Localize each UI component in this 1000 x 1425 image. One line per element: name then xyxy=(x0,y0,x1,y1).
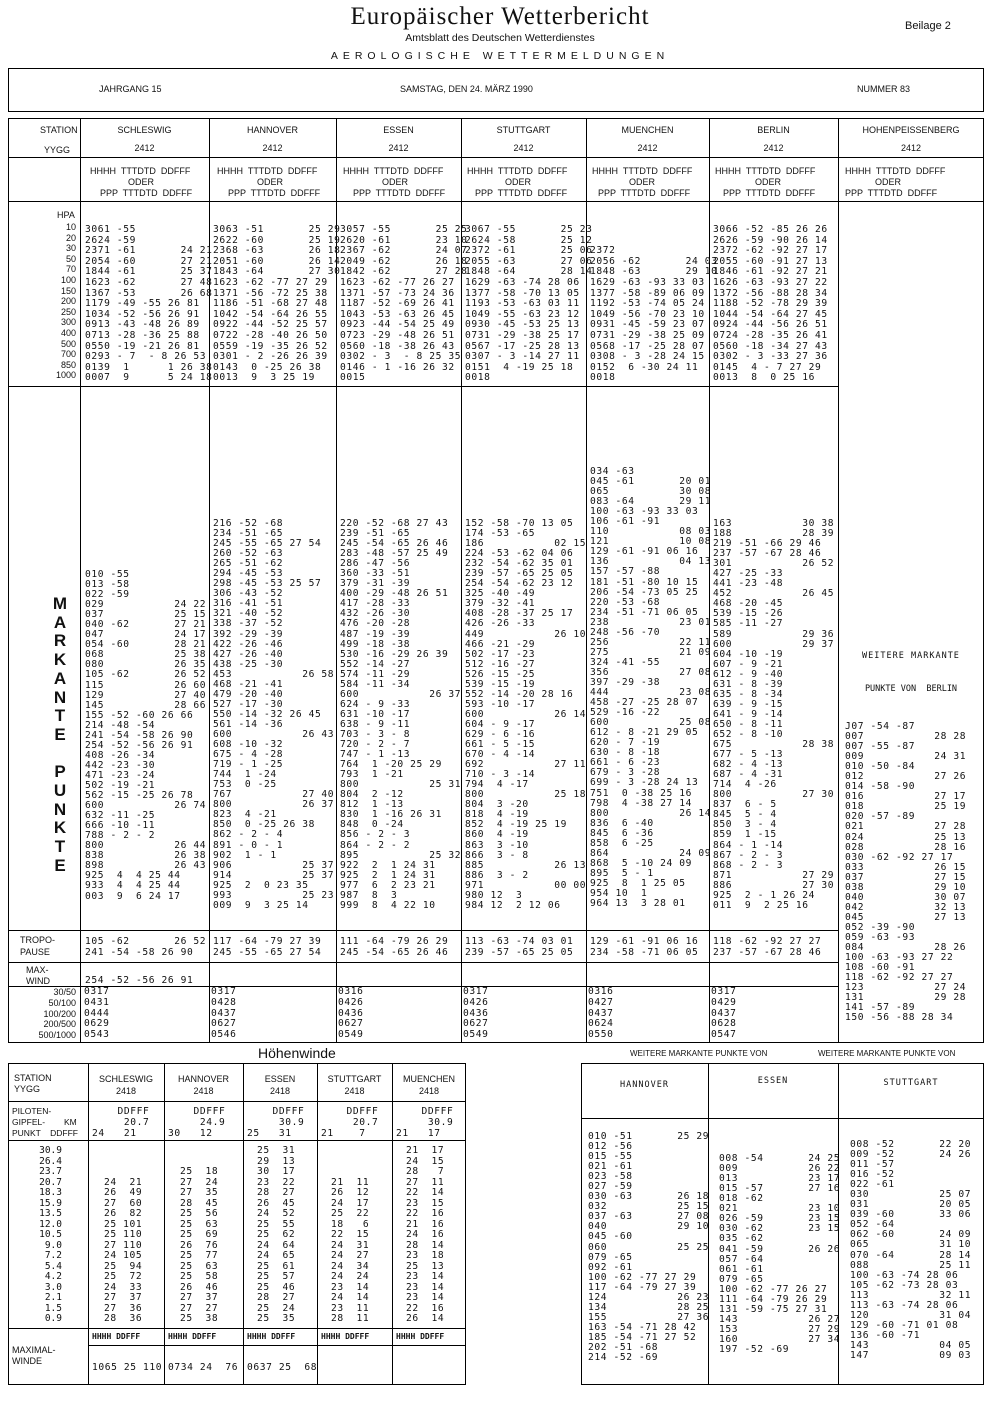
station-time-berlin: 2412 xyxy=(763,143,784,153)
weitere-berlin-data: J07 -54 -87 007 28 28 007 -55 -87 009 24 31 010 -50 -84 012 27 26 014 -58 -90 016 27 17 018 25 19 020 -57 -89 021 27 28 024 25 13 028 28 16 030 -62 -92 27 17 033 26 15 037 27 15 038 29 10 040 30 07 042 32 13 045 27 13 052 -39 -90 059 -63 -93 084 28 26 100 -63 -93 27 22 108 -60 -91 118 -62 -92 27 27 123 27 24 131 29 28 141 -57 -89 150 -56 -88 28 34 xyxy=(845,721,967,1024)
std-levels-muenchen: 2372 2056 -62 24 03 1848 -63 29 10 1629 -63 -93 33 03 1377 -58 -89 06 09 1192 -53 -74 05 24 1049 -56 -70 23 10 0931 -45 -59 23 07 0731 -29 -38 25 09 0568 -17 -25 28 07 0308 - 3 -28 24 15 0152 6 -30 24 11 0018 xyxy=(590,245,718,384)
winds-muenchen: 21 17 24 15 28 7 27 11 22 14 23 15 22 16 21 16 24 16 28 14 23 18 25 13 23 14 23 14 23 14 22 16 26 14 xyxy=(406,1145,445,1324)
hw-time-essen: 2418 xyxy=(269,1086,291,1096)
hw-maxwind-label: MAXIMAL- WINDE xyxy=(12,1345,56,1366)
weitere-head-left: WEITERE MARKANTE PUNKTE VON xyxy=(630,1049,768,1058)
station-name-essen: ESSEN xyxy=(383,125,414,135)
shear-essen: 0316 0426 0436 0627 0549 xyxy=(338,986,364,1041)
tropo-berlin: 118 -62 -92 27 27 237 -57 -67 28 46 xyxy=(713,936,822,958)
hw-station-essen: ESSEN xyxy=(264,1074,296,1084)
supplement-label: Beilage 2 xyxy=(905,20,951,32)
yygg-label: YYGG xyxy=(44,145,71,155)
page-title: Europäischer Wetterbericht xyxy=(350,3,650,30)
shear-berlin: 0317 0429 0437 0628 0547 xyxy=(711,986,737,1041)
tropo-stuttgart: 113 -63 -74 03 01 239 -57 -65 25 05 xyxy=(465,936,574,958)
tropopause-label: TROPO- PAUSE xyxy=(20,935,55,957)
station-time-muenchen: 2412 xyxy=(637,143,658,153)
pilot-stuttgart: DDFFF 20.7 21 7 xyxy=(321,1106,379,1139)
shear-hannover: 0317 0428 0437 0627 0546 xyxy=(211,986,237,1041)
station-name-hohenpeissenberg: HOHENPEISSENBERG xyxy=(862,125,960,135)
colhead-top: HHHH TTTDTD DDFFF xyxy=(90,166,191,176)
hw-maxwind-head: HHHH DDFFF xyxy=(92,1332,141,1341)
station-name-hannover: HANNOVER xyxy=(246,125,298,135)
colhead-bot: PPP TTTDTD DDFFF xyxy=(353,188,446,198)
issue-number: NUMMER 83 xyxy=(857,84,911,94)
hw-time-schleswig: 2418 xyxy=(115,1086,137,1096)
station-name-schleswig: SCHLESWIG xyxy=(117,125,172,135)
station-time-hohenpeissenberg: 2412 xyxy=(900,143,922,153)
hw-time-stuttgart: 2418 xyxy=(344,1086,365,1096)
markante-hannover: 216 -52 -68 234 -51 -65 245 -55 -65 27 54 260 -52 -63 265 -51 -62 294 -45 -53 298 -45 -53 25 57 306 -43 -52 316 -41 -51 321 -40 -52 338 -37 -52 392 -29 -39 422 -26 -46 427 -26 -40 438 -25 -30 453 26 58 468 -21 -41 479 -20 -40 527 -17 -30 550 -14 -32 26 45 561 -14 -36 600 26 43 608 -10 -32 675 - 4 -28 719 - 1 -25 744 1 -24 753 0 -25 767 27 40 800 26 37 823 4 -21 850 0 -25 26 38 862 - 2 - 4 891 - 0 - 1 902 1 - 1 906 25 37 914 25 37 925 2 0 23 35 993 25 23 009 9 3 25 14 xyxy=(213,518,335,911)
station-name-muenchen: MUENCHEN xyxy=(621,125,674,135)
markante-punkte-label: M A R K A N T E P U N K T E xyxy=(52,594,68,875)
station-name-berlin: BERLIN xyxy=(757,125,790,135)
hw-maxwind-schleswig: 1065 25 110 xyxy=(92,1362,163,1373)
weitere-station-stuttgart: STUTTGART xyxy=(883,1078,939,1088)
shear-schleswig: 0317 0431 0444 0629 0543 xyxy=(84,986,110,1041)
tropo-muenchen: 129 -61 -91 06 16 234 -58 -71 06 05 xyxy=(590,936,699,958)
station-time-stuttgart: 2412 xyxy=(513,143,534,153)
weitere-stuttgart-data: 008 -52 22 20 009 -52 24 26 011 -57 016 -52 022 -61 030 25 07 031 20 05 039 -60 33 06 052 -64 062 -60 24 09 065 31 10 070 -64 28 14 088 25 11 100 -63 -74 28 06 105 -62 -73 28 03 113 32 11 113 -63 -74 28 06 120 31 04 129 -60 -71 01 08 136 -60 -71 143 04 05 147 09 03 xyxy=(850,1139,972,1361)
weitere-essen-data: 008 -54 24 25 009 26 22 013 23 17 015 -57 27 16 018 -62 021 23 10 026 -59 23 15 030 -62 23 15 035 -62 041 -59 26 26 057 -64 061 -61 079 -65 100 -62 -77 26 27 111 -64 -79 26 29 131 -59 -75 27 31 143 26 27 153 27 29 160 27 34 197 -52 -69 xyxy=(719,1153,841,1355)
hw-maxwind-essen: 0637 25 68 xyxy=(247,1362,318,1373)
colhead-mid: ODER xyxy=(875,177,902,187)
markante-stuttgart: 152 -58 -70 13 05 174 -53 -65 186 02 15 224 -53 -62 04 06 232 -54 -62 35 01 239 -57 -65 25 05 254 -54 -62 23 12 325 -40 -49 379 -32 -41 408 -28 -37 25 17 426 -26 -33 449 26 10 466 -21 -29 502 -17 -23 512 -16 -27 526 -15 -25 539 -15 -19 552 -14 -20 28 16 593 -10 -17 600 26 14 604 - 9 -17 629 - 6 -16 661 - 5 -15 670 - 4 -14 692 27 11 710 - 3 -14 794 4 -17 800 25 18 804 3 -20 818 4 -19 852 4 -19 25 19 860 4 -19 863 3 -10 866 3 - 8 885 26 13 886 3 - 2 971 00 00 980 12 3 984 12 2 12 06 xyxy=(465,518,587,911)
station-name-stuttgart: STUTTGART xyxy=(496,125,551,135)
winds-hannover: 25 18 27 24 27 35 28 45 25 56 25 63 25 69 26 76 25 77 25 63 25 58 26 46 27 37 27 27 25 38 xyxy=(180,1166,219,1324)
weitere-head-right: WEITERE MARKANTE PUNKTE VON xyxy=(818,1049,956,1058)
weitere-station-essen: ESSEN xyxy=(757,1076,789,1086)
station-time-hannover: 2412 xyxy=(262,143,283,153)
tropo-hannover: 117 -64 -79 27 39 245 -55 -65 27 54 xyxy=(213,936,322,958)
pilot-schleswig: DDFFF 20.7 24 21 xyxy=(92,1106,150,1139)
shear-labels: 30/50 50/100 100/200 200/500 500/1000 xyxy=(38,987,76,1041)
hw-maxwind-head: HHHH DDFFF xyxy=(321,1332,370,1341)
hw-station-schleswig: SCHLESWIG xyxy=(98,1074,153,1084)
hw-maxwind-head: HHHH DDFFF xyxy=(168,1332,217,1341)
date-label: SAMSTAG, DEN 24. MÄRZ 1990 xyxy=(400,84,533,94)
hw-station-hannover: HANNOVER xyxy=(177,1074,229,1084)
colhead-bot: PPP TTTDTD DDFFF xyxy=(475,188,568,198)
colhead-bot: PPP TTTDTD DDFFF xyxy=(100,188,193,198)
hw-time-hannover: 2418 xyxy=(193,1086,214,1096)
maxwind-label: MAX- WIND xyxy=(26,965,50,986)
colhead-mid: ODER xyxy=(629,177,656,187)
colhead-mid: ODER xyxy=(257,177,284,187)
markante-schleswig: 010 -55 013 -58 022 -59 029 24 22 037 25 15 040 -62 27 21 047 24 17 054 -60 28 21 068 25 38 080 26 35 105 -62 26 52 115 26 60 129 27 40 145 28 66 155 -52 -60 26 66 214 -48 -54 241 -54 -58 26 90 254 -52 -56 26 91 408 -26 -34 442 -23 -30 471 -23 -24 502 -19 -21 562 -15 -25 26 78 600 26 74 632 -11 -25 666 -10 -11 788 - 2 - 2 800 26 44 838 26 38 898 26 43 925 4 4 25 44 933 4 4 25 44 003 9 6 24 17 xyxy=(85,569,207,902)
page-subtitle: Amtsblatt des Deutschen Wetterdienstes xyxy=(405,32,595,44)
hpa-label: HPA xyxy=(57,210,75,220)
station-time-schleswig: 2412 xyxy=(134,143,155,153)
std-levels-berlin: 3066 -52 -85 26 26 2626 -59 -90 26 14 2372 -62 -92 27 17 2055 -60 -91 27 13 1846 -61 -92 27 21 1626 -63 -93 27 22 1372 -56 -88 28 34 1188 -52 -78 29 39 1044 -54 -64 27 45 0924 -44 -56 26 51 0724 -28 -35 26 41 0560 -18 -34 27 43 0302 - 3 -33 27 36 0145 4 - 7 27 29 0013 8 0 25 16 xyxy=(713,224,828,384)
colhead-mid: ODER xyxy=(382,177,409,187)
hw-time-muenchen: 2418 xyxy=(418,1086,440,1096)
colhead-top: HHHH TTTDTD DDFFF xyxy=(592,166,693,176)
colhead-top: HHHH TTTDTD DDFFF xyxy=(467,166,568,176)
std-levels-hannover: 3063 -51 25 29 2622 -60 25 19 2368 -63 26 18 2051 -60 26 14 1843 -64 27 30 1623 -62 -77 27 29 1371 -56 -72 25 38 1186 -51 -68 27 48 1042 -54 -64 26 55 0922 -44 -52 25 57 0722 -28 -40 26 50 0559 -19 -35 26 52 0301 - 2 -26 26 39 0143 0 -25 26 38 0013 9 3 25 19 xyxy=(213,224,341,384)
winds-essen: 25 31 29 13 30 17 23 22 28 27 26 45 24 52 25 55 25 62 24 64 24 65 25 61 25 57 25 46 28 27 25 24 25 35 xyxy=(257,1145,296,1324)
winds-schleswig: 24 21 26 49 27 60 26 82 25 101 25 110 27 110 24 105 25 94 25 72 24 33 27 37 27 36 28 36 xyxy=(104,1176,143,1324)
weitere-berlin-label-1: WEITERE MARKANTE xyxy=(862,651,960,661)
shear-stuttgart: 0317 0426 0436 0627 0549 xyxy=(463,986,489,1041)
hw-maxwind-head: HHHH DDFFF xyxy=(396,1332,445,1341)
winds-stuttgart: 21 11 26 12 24 17 25 22 18 6 22 15 24 31 24 27 24 34 24 24 23 14 24 14 23 11 28 11 xyxy=(331,1176,370,1324)
pilot-label: PILOTEN- GIPFEL- KM PUNKT DDFFF xyxy=(12,1106,78,1138)
pilot-hannover: DDFFF 24.9 30 12 xyxy=(168,1106,226,1139)
volume-label: JAHRGANG 15 xyxy=(99,84,162,94)
colhead-mid: ODER xyxy=(505,177,532,187)
colhead-bot: PPP TTTDTD DDFFF xyxy=(598,188,691,198)
tropo-schleswig: 105 -62 26 52 241 -54 -58 26 90 xyxy=(85,936,207,958)
markante-berlin: 163 30 38 188 28 39 219 -51 -66 29 46 237 -57 -67 28 46 301 26 52 427 -25 -33 441 -23 -48 452 26 45 468 -20 -45 539 -15 -26 585 -11 -27 589 29 36 600 29 37 604 -10 -19 607 - 9 -21 612 - 9 -40 631 - 8 -39 635 - 8 -34 639 - 9 -15 641 - 9 -14 650 - 8 -11 652 - 8 -10 675 28 38 677 - 5 -13 682 - 4 -13 687 - 4 -31 714 4 -26 800 27 30 837 6 - 5 845 5 - 4 850 3 - 4 859 1 -15 864 - 1 -14 867 - 2 - 3 868 - 2 - 3 871 27 29 886 27 30 925 2 - 1 26 24 011 9 2 25 16 xyxy=(713,518,835,911)
colhead-top: HHHH TTTDTD DDFFF xyxy=(217,166,318,176)
hw-station-muenchen: MUENCHEN xyxy=(402,1074,455,1084)
maxwind-schleswig: 254 -52 -56 26 91 xyxy=(85,975,194,986)
std-levels-schleswig: 3061 -55 2624 -59 2371 -61 24 21 2054 -60 27 21 1844 -61 25 37 1623 -62 27 48 1367 -53 26 68 1179 -49 -55 26 81 1034 -52 -56 26 91 0913 -43 -48 26 89 0713 -28 -36 25 88 0550 -19 -21 26 81 0293 - 7 - 8 26 53 0139 1 1 26 38 0007 9 5 24 18 xyxy=(85,224,213,384)
hw-station-stuttgart: STUTTGART xyxy=(327,1074,382,1084)
hw-maxwind-hannover: 0734 24 76 xyxy=(168,1362,239,1373)
pilot-muenchen: DDFFF 30.9 21 17 xyxy=(396,1106,454,1139)
km-levels: 30.9 26.4 23.7 20.7 18.3 15.9 13.5 12.0 10.5 9.0 7.2 5.4 4.2 3.0 2.1 1.5 0.9 xyxy=(39,1145,62,1324)
weitere-station-hannover: HANNOVER xyxy=(620,1080,669,1090)
std-levels-stuttgart: 3067 -55 25 23 2624 -58 25 12 2372 -61 25 06 2055 -63 27 06 1848 -64 28 14 1629 -63 -74 28 06 1377 -58 -70 13 05 1193 -53 -63 03 11 1049 -55 -63 23 12 0930 -45 -53 25 13 0731 -29 -38 25 17 0567 -17 -25 28 13 0307 - 3 -14 27 11 0151 4 -19 25 18 0018 xyxy=(465,224,593,384)
station-time-essen: 2412 xyxy=(388,143,409,153)
colhead-bot: PPP TTTDTD DDFFF xyxy=(723,188,816,198)
std-levels-essen: 3057 -55 25 25 2620 -61 23 10 2367 -62 24 07 2049 -62 26 18 1842 -62 27 28 1623 -62 -77 26 27 1371 -57 -73 24 36 1187 -52 -69 26 41 1043 -53 -63 26 45 0923 -44 -54 25 49 0723 -29 -48 26 51 0560 -18 -38 26 43 0302 - 3 - 8 25 35 0146 - 1 -16 26 32 0015 xyxy=(340,224,468,384)
pilot-essen: DDFFF 30.9 25 31 xyxy=(247,1106,305,1139)
hw-maxwind-head: HHHH DDFFF xyxy=(247,1332,296,1341)
weitere-berlin-label-2: PUNKTE VON BERLIN xyxy=(864,684,958,694)
colhead-top: HHHH TTTDTD DDFFF xyxy=(343,166,444,176)
weitere-hannover-data: 010 -51 25 29 012 -56 015 -55 021 -61 023 -58 027 -59 030 -63 26 18 032 25 15 037 -63 27 08 040 29 10 045 -60 060 25 25 079 -65 092 -61 100 -62 -77 27 29 117 -64 -79 27 39 124 26 23 134 28 25 155 27 36 163 -54 -71 28 42 185 -54 -71 27 52 202 -51 -68 214 -52 -69 xyxy=(588,1131,710,1364)
markante-essen: 220 -52 -68 27 43 239 -51 -65 245 -54 -65 26 46 283 -48 -57 25 49 286 -47 -56 360 -33 -51 379 -31 -39 400 -29 -48 26 51 417 -28 -33 432 -26 -30 476 -20 -28 487 -19 -39 499 -18 -38 530 -16 -29 26 39 552 -14 -27 574 -11 -29 584 -11 -34 600 26 37 624 - 9 -33 631 -10 -17 638 - 9 -11 703 - 3 - 8 720 - 2 - 7 747 - 1 -13 764 1 -20 25 29 793 1 -21 800 25 31 804 2 -12 812 1 -13 830 1 -16 26 31 848 0 -24 856 - 2 - 3 864 - 2 - 2 895 25 32 922 2 1 24 31 925 2 1 24 31 977 6 2 23 21 987 8 3 999 8 4 22 10 xyxy=(340,518,462,911)
hpa-levels: 10 20 30 50 70 100 150 200 250 300 400 500 700 850 1000 xyxy=(55,222,76,381)
station-label: STATION xyxy=(40,125,78,135)
tropo-essen: 111 -64 -79 26 29 245 -54 -65 26 46 xyxy=(340,936,449,958)
shear-muenchen: 0316 0427 0437 0624 0550 xyxy=(588,986,614,1041)
markante-muenchen: 034 -63 045 -61 20 01 065 30 08 083 -64 29 11 100 -63 -93 33 03 106 -61 -91 110 08 03 121 10 08 129 -61 -91 06 16 136 04 13 157 -57 -88 181 -51 -80 10 15 206 -54 -73 05 25 220 -53 -68 234 -51 -71 06 05 238 23 01 248 -56 -70 256 22 11 275 21 09 324 -41 -55 356 27 08 397 -29 -38 444 23 08 458 -27 -25 28 07 529 -16 -22 600 25 08 612 - 8 -21 29 05 620 - 7 -19 630 - 8 -18 661 - 6 -23 679 - 3 -28 699 - 3 -28 24 13 751 0 -38 25 16 798 4 -38 27 14 800 26 14 836 6 -40 845 6 -36 858 6 -25 864 24 09 868 5 -10 24 09 895 5 - 1 925 8 1 25 05 954 10 1 964 13 3 28 01 xyxy=(590,466,712,910)
hoehenwinde-title: Höhenwinde xyxy=(258,1045,336,1061)
section-title: AEROLOGISCHE WETTERMELDUNGEN xyxy=(330,50,670,62)
colhead-mid: ODER xyxy=(755,177,782,187)
colhead-top: HHHH TTTDTD DDFFF xyxy=(845,166,946,176)
colhead-bot: PPP TTTDTD DDFFF xyxy=(845,188,938,198)
colhead-top: HHHH TTTDTD DDFFF xyxy=(715,166,816,176)
colhead-bot: PPP TTTDTD DDFFF xyxy=(228,188,321,198)
hw-station-label: STATION YYGG xyxy=(14,1073,52,1094)
colhead-mid: ODER xyxy=(128,177,155,187)
